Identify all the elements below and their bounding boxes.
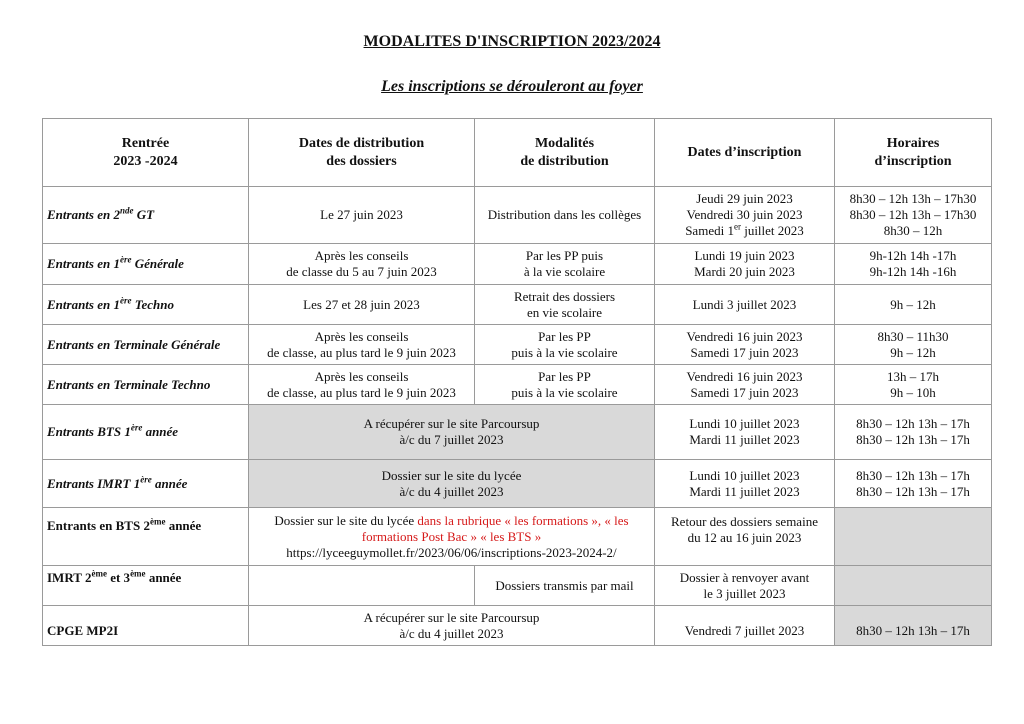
merged-distribution-cell: Dossier sur le site du lycée à/c du 4 juillet 2023 (249, 460, 655, 508)
row-label: Entrants en BTS 2ème année (43, 508, 249, 566)
inscription-cell: Vendredi 7 juillet 2023 (655, 606, 835, 646)
modalites-cell: Par les PP puis à la vie scolaire (475, 244, 655, 285)
table-row (43, 325, 992, 365)
modalites-cell: Retrait des dossiers en vie scolaire (475, 285, 655, 325)
page-title: MODALITES D'INSCRIPTION 2023/2024 (363, 33, 661, 50)
distribution-cell-empty (249, 566, 475, 606)
modalites-cell: Dossiers transmis par mail (475, 566, 655, 606)
table-row (43, 606, 992, 646)
table-row (43, 405, 992, 460)
header-dates-inscription: Dates d’inscription (655, 119, 835, 187)
inscription-cell: Lundi 19 juin 2023 Mardi 20 juin 2023 (655, 244, 835, 285)
table-row (43, 187, 992, 244)
inscription-cell: Lundi 3 juillet 2023 (655, 285, 835, 325)
merged-distribution-cell: A récupérer sur le site Parcoursup à/c du 7 juillet 2023 (249, 405, 655, 460)
inscription-cell: Dossier à renvoyer avant le 3 juillet 2023 (655, 566, 835, 606)
inscription-cell: Vendredi 16 juin 2023 Samedi 17 juin 2023 (655, 365, 835, 405)
row-label: Entrants IMRT 1ère année (43, 460, 249, 508)
row-label: Entrants en 1ère Techno (43, 285, 249, 325)
inscription-cell: Lundi 10 juillet 2023 Mardi 11 juillet 2023 (655, 405, 835, 460)
horaires-cell: 13h – 17h 9h – 10h (835, 365, 992, 405)
horaires-cell-empty (835, 508, 992, 566)
header-dates-distribution: Dates de distribution des dossiers (249, 119, 475, 187)
distribution-cell: Les 27 et 28 juin 2023 (249, 285, 475, 325)
inscription-table (42, 118, 992, 646)
horaires-cell: 9h – 12h (835, 285, 992, 325)
modalites-cell: Par les PP puis à la vie scolaire (475, 325, 655, 365)
horaires-cell: 8h30 – 12h 13h – 17h 8h30 – 12h 13h – 17h (835, 405, 992, 460)
horaires-cell: 8h30 – 12h 13h – 17h30 8h30 – 12h 13h – 17h30 8h30 – 12h (835, 187, 992, 244)
merged-distribution-cell: A récupérer sur le site Parcoursup à/c du 4 juillet 2023 (249, 606, 655, 646)
horaires-cell: 8h30 – 12h 13h – 17h 8h30 – 12h 13h – 17h (835, 460, 992, 508)
row-label: Entrants en Terminale Techno (43, 365, 249, 405)
lycee-url[interactable]: https://lyceeguymollet.fr/2023/06/06/inscriptions-2023-2024-2/ (286, 544, 617, 560)
table-row (43, 566, 992, 606)
distribution-cell: Après les conseils de classe, au plus tard le 9 juin 2023 (249, 365, 475, 405)
inscription-cell: Retour des dossiers semaine du 12 au 16 juin 2023 (655, 508, 835, 566)
distribution-cell: Après les conseils de classe, au plus tard le 9 juin 2023 (249, 325, 475, 365)
header-modalites: Modalités de distribution (475, 119, 655, 187)
distribution-cell: Après les conseils de classe du 5 au 7 juin 2023 (249, 244, 475, 285)
distribution-cell: Le 27 juin 2023 (249, 187, 475, 244)
modalites-cell: Par les PP puis à la vie scolaire (475, 365, 655, 405)
table-row (43, 508, 992, 566)
table-row (43, 285, 992, 325)
table-row (43, 460, 992, 508)
horaires-cell: 8h30 – 11h30 9h – 12h (835, 325, 992, 365)
header-horaires: Horaires d’inscription (835, 119, 992, 187)
row-label: IMRT 2ème et 3ème année (43, 566, 249, 606)
inscription-cell: Jeudi 29 juin 2023 Vendredi 30 juin 2023 Samedi 1er juillet 2023 (655, 187, 835, 244)
table-row (43, 244, 992, 285)
horaires-cell-empty (835, 566, 992, 606)
table-header-row (43, 119, 992, 187)
row-label: Entrants en Terminale Générale (43, 325, 249, 365)
page-subtitle: Les inscriptions se dérouleront au foyer (381, 78, 643, 95)
row-label: CPGE MP2I (43, 606, 249, 646)
modalites-cell: Distribution dans les collèges (475, 187, 655, 244)
row-label: Entrants en 2nde GT (43, 187, 249, 244)
row-label: Entrants en 1ère Générale (43, 244, 249, 285)
header-rentree: Rentrée 2023 -2024 (43, 119, 249, 187)
horaires-cell: 9h-12h 14h -17h 9h-12h 14h -16h (835, 244, 992, 285)
merged-distribution-cell: Dossier sur le site du lycée dans la rubrique « les formations », « les formations Post Bac » « les BTS » https://lyceeguymollet.fr/2023/06/06/inscriptions-2023-2024-2/ (249, 508, 655, 566)
inscription-cell: Lundi 10 juillet 2023 Mardi 11 juillet 2023 (655, 460, 835, 508)
table-row (43, 365, 992, 405)
horaires-cell: 8h30 – 12h 13h – 17h (835, 606, 992, 646)
inscription-cell: Vendredi 16 juin 2023 Samedi 17 juin 2023 (655, 325, 835, 365)
row-label: Entrants BTS 1ère année (43, 405, 249, 460)
